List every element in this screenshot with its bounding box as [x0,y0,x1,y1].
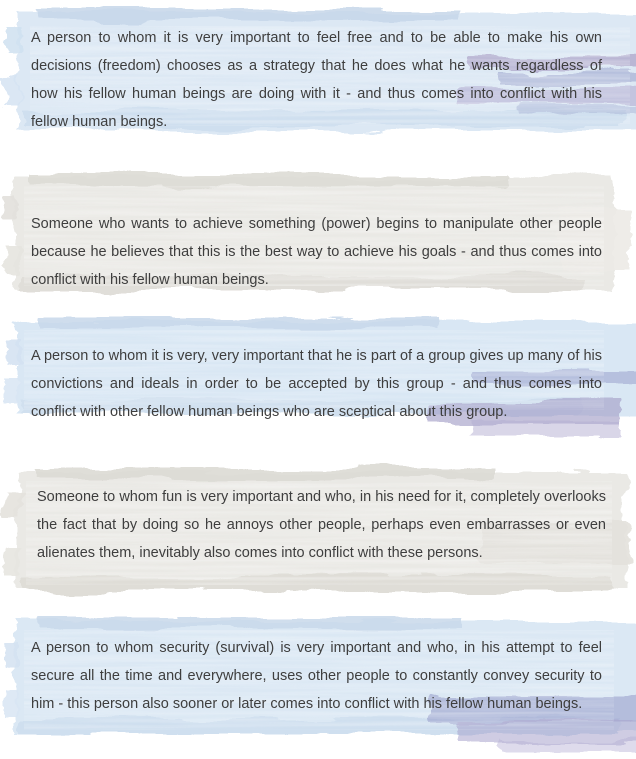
paragraph-text-freedom: A person to whom it is very important to feel free and to be able to make his own decisions (freedom) chooses as a strategy that he does what he wants regardless of how his fellow human beings are doing with it - and thus comes into conflict with his fellow human beings. [31,30,602,130]
paragraph-text-belonging: A person to whom it is very, very important that he is part of a group gives up many of his convictions and ideals in order to be accepted by this group - and thus comes into conflict with other fellow human beings who are sceptical about this group. [31,348,602,420]
paragraph-text-fun: Someone to whom fun is very important and who, in his need for it, completely overlooks the fact that by doing so he annoys other people, perhaps even embarrasses or even alienates them, inevitably also comes into conflict with these persons. [37,489,606,561]
paragraph-block-power [0,170,636,298]
paragraph-text-power: Someone who wants to achieve something (power) begins to manipulate other people because he believes that this is the best way to achieve his goals - and thus comes into conflict with his fellow human beings. [31,216,602,288]
paragraph-text-security: A person to whom security (survival) is very important and who, in his attempt to feel secure all the time and everywhere, uses other people to constantly convey security to him - this person also sooner or later comes into conflict with his fellow human beings. [31,640,602,712]
paragraph-block-belonging [0,316,636,446]
paragraph-block-fun [0,463,636,601]
paragraph-block-security [0,616,636,757]
paragraph-block-freedom [0,6,636,146]
